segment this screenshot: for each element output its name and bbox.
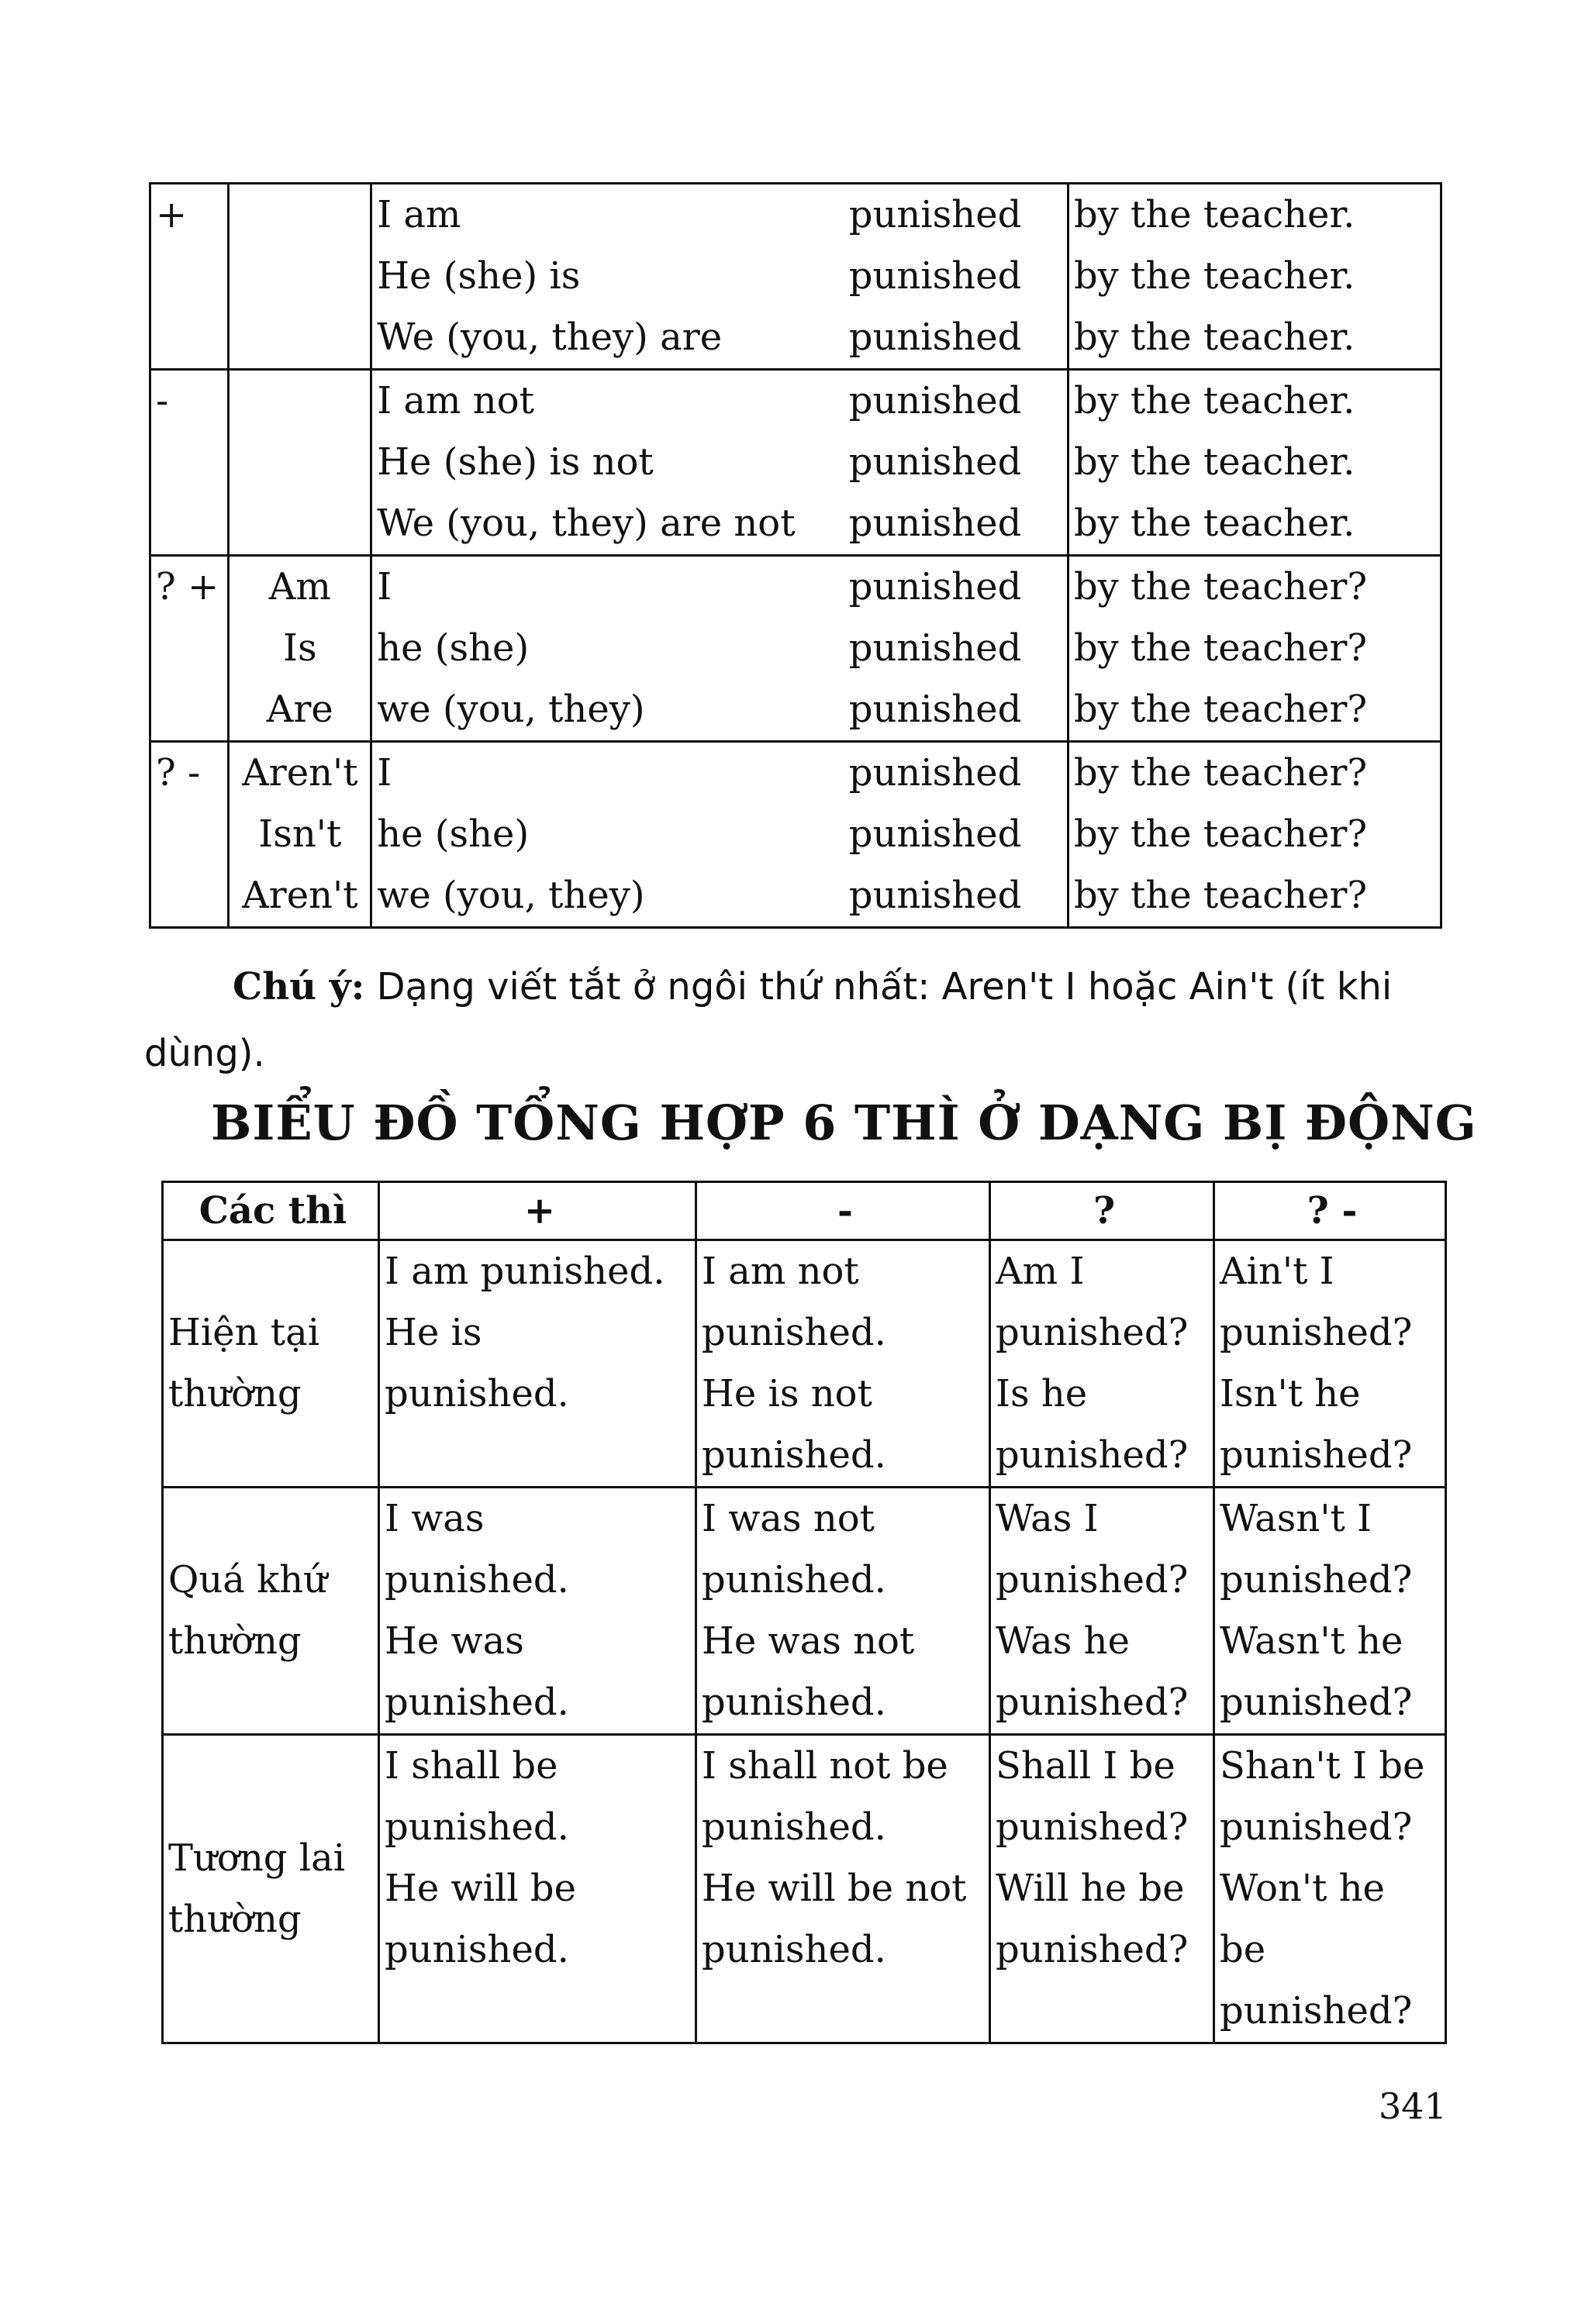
auxiliary-text bbox=[230, 307, 370, 368]
form-line: punished. bbox=[385, 1558, 569, 1602]
auxiliary-cell bbox=[229, 556, 371, 742]
subject-text: I am bbox=[377, 193, 461, 236]
tense-name-line: Quá khứ bbox=[168, 1558, 328, 1602]
header-tense: Các thì bbox=[163, 1182, 379, 1240]
form-line: Shall I be bbox=[996, 1744, 1175, 1788]
form-line: punished? bbox=[996, 1433, 1189, 1477]
form-line: punished. bbox=[385, 1928, 569, 1971]
form-line: I shall be bbox=[385, 1744, 558, 1788]
auxiliary-text: Aren't bbox=[242, 874, 358, 917]
form-line: punished? bbox=[996, 1928, 1189, 1971]
form-line: punished. bbox=[702, 1805, 886, 1849]
form-line: Wasn't he bbox=[1220, 1619, 1403, 1663]
header-question: ? bbox=[990, 1182, 1214, 1240]
auxiliary-text bbox=[230, 493, 370, 554]
form-cell bbox=[990, 1488, 1214, 1735]
agent-cell bbox=[1068, 742, 1441, 928]
form-line: I am punished. bbox=[385, 1250, 665, 1293]
verb-cell bbox=[844, 556, 1068, 742]
form-line: Is he bbox=[996, 1372, 1088, 1415]
form-cell bbox=[696, 1240, 990, 1488]
form-line: He is not bbox=[702, 1372, 872, 1415]
form-line: Am I bbox=[996, 1250, 1085, 1293]
agent-text: by the teacher. bbox=[1073, 254, 1355, 298]
group-row bbox=[150, 370, 1441, 556]
form-cell bbox=[379, 1488, 696, 1735]
form-line: punished? bbox=[996, 1681, 1189, 1724]
subject-text: He (she) is not bbox=[377, 440, 654, 484]
header-negative-question: ? - bbox=[1214, 1182, 1446, 1240]
tense-name-cell bbox=[163, 1488, 379, 1735]
verb-text: punished bbox=[848, 626, 1022, 670]
agent-text: by the teacher? bbox=[1073, 751, 1368, 795]
tense-name-line: thường bbox=[168, 1897, 302, 1941]
agent-text: by the teacher. bbox=[1073, 440, 1355, 484]
form-cell bbox=[379, 1240, 696, 1488]
form-line: punished? bbox=[1220, 1681, 1413, 1724]
form-line: Shan't I be bbox=[1220, 1744, 1425, 1788]
verb-cell bbox=[844, 184, 1068, 370]
form-line: Was he bbox=[996, 1619, 1130, 1663]
form-line: He will be bbox=[385, 1867, 577, 1910]
header-row bbox=[163, 1182, 1446, 1240]
page-number: 341 bbox=[1379, 2085, 1447, 2127]
form-cell bbox=[1214, 1735, 1446, 2043]
auxiliary-text: Is bbox=[283, 626, 317, 670]
form-line: punished? bbox=[1220, 1558, 1413, 1602]
form-cell bbox=[1214, 1488, 1446, 1735]
tense-name-line: Tương lai bbox=[168, 1836, 346, 1880]
agent-cell bbox=[1068, 556, 1441, 742]
auxiliary-text: Am bbox=[268, 565, 331, 609]
note-paragraph bbox=[144, 953, 1455, 1087]
auxiliary-cell bbox=[229, 184, 371, 370]
subject-cell bbox=[371, 556, 844, 742]
auxiliary-cell bbox=[229, 742, 371, 928]
form-line: I am not bbox=[702, 1250, 859, 1293]
subject-text: I am not bbox=[377, 379, 534, 422]
form-cell bbox=[696, 1735, 990, 2043]
form-line: punished. bbox=[385, 1372, 569, 1415]
tense-name-cell bbox=[163, 1240, 379, 1488]
subject-cell bbox=[371, 370, 844, 556]
form-line: Will he be bbox=[996, 1867, 1185, 1910]
form-line: I was bbox=[385, 1497, 485, 1540]
verb-text: punished bbox=[848, 812, 1022, 856]
agent-text: by the teacher. bbox=[1073, 379, 1355, 422]
agent-text: by the teacher? bbox=[1073, 812, 1368, 856]
verb-text: punished bbox=[848, 315, 1022, 359]
subject-text: We (you, they) are not bbox=[377, 502, 796, 545]
verb-text: punished bbox=[848, 440, 1022, 484]
auxiliary-text: Are bbox=[266, 688, 333, 731]
form-cell bbox=[1214, 1240, 1446, 1488]
section-heading: BIỂU ĐỒ TỔNG HỢP 6 THÌ Ở DẠNG BỊ ĐỘNG bbox=[211, 1095, 1477, 1151]
tense-name-line: Hiện tại bbox=[168, 1311, 320, 1354]
agent-cell bbox=[1068, 370, 1441, 556]
tense-row bbox=[163, 1735, 1446, 2043]
form-line: punished. bbox=[702, 1433, 886, 1477]
note-label: Chú ý: bbox=[233, 965, 365, 1009]
form-line: Wasn't I bbox=[1220, 1497, 1372, 1540]
note-text: Dạng viết tắt ở ngôi thứ nhất: Aren't I hoặc Ain't (ít khi dùng). bbox=[144, 965, 1393, 1075]
agent-text: by the teacher. bbox=[1073, 502, 1355, 545]
subject-text: We (you, they) are bbox=[377, 315, 723, 359]
agent-text: by the teacher. bbox=[1073, 193, 1355, 236]
header-negative: - bbox=[696, 1182, 990, 1240]
form-line: punished. bbox=[702, 1681, 886, 1724]
form-line: punished. bbox=[385, 1805, 569, 1849]
form-line: punished? bbox=[1220, 1433, 1413, 1477]
verb-text: punished bbox=[848, 193, 1022, 236]
form-line: He will be not bbox=[702, 1867, 967, 1910]
agent-text: by the teacher? bbox=[1073, 626, 1368, 670]
subject-text: I bbox=[377, 751, 392, 795]
sign-cell: ? - bbox=[150, 742, 229, 928]
group-row bbox=[150, 184, 1441, 370]
verb-text: punished bbox=[848, 688, 1022, 731]
auxiliary-text bbox=[230, 432, 370, 493]
verb-text: punished bbox=[848, 751, 1022, 795]
group-row bbox=[150, 742, 1441, 928]
form-line: Ain't I bbox=[1220, 1250, 1334, 1293]
form-line: punished? bbox=[996, 1805, 1189, 1849]
form-cell bbox=[379, 1735, 696, 2043]
sign-cell: ? + bbox=[150, 556, 229, 742]
subject-cell bbox=[371, 742, 844, 928]
present-passive-table bbox=[149, 182, 1442, 929]
verb-text: punished bbox=[848, 379, 1022, 422]
tense-summary-table bbox=[161, 1181, 1447, 2044]
form-line: punished? bbox=[996, 1311, 1189, 1354]
verb-text: punished bbox=[848, 565, 1022, 609]
tense-name-line: thường bbox=[168, 1619, 302, 1663]
form-line: punished? bbox=[1220, 1311, 1413, 1354]
sign-cell: + bbox=[150, 184, 229, 370]
auxiliary-text bbox=[230, 371, 370, 432]
agent-cell bbox=[1068, 184, 1441, 370]
tense-name-cell bbox=[163, 1735, 379, 2043]
agent-text: by the teacher? bbox=[1073, 688, 1368, 731]
auxiliary-text bbox=[230, 184, 370, 246]
form-line: I was not bbox=[702, 1497, 875, 1540]
tense-name-line: thường bbox=[168, 1372, 302, 1415]
form-line: punished? bbox=[1220, 1989, 1413, 2033]
verb-text: punished bbox=[848, 502, 1022, 545]
verb-text: punished bbox=[848, 254, 1022, 298]
form-cell bbox=[696, 1488, 990, 1735]
form-line: punished. bbox=[702, 1558, 886, 1602]
subject-text: I bbox=[377, 565, 392, 609]
header-affirmative: + bbox=[379, 1182, 696, 1240]
form-line: He was bbox=[385, 1619, 524, 1663]
form-line: Isn't he bbox=[1220, 1372, 1361, 1415]
form-line: punished. bbox=[702, 1311, 886, 1354]
subject-text: He (she) is bbox=[377, 254, 581, 298]
auxiliary-text: Isn't bbox=[258, 812, 342, 856]
form-line: He is bbox=[385, 1311, 482, 1354]
verb-text: punished bbox=[848, 874, 1022, 917]
form-line: punished? bbox=[1220, 1805, 1413, 1849]
subject-text: we (you, they) bbox=[377, 874, 645, 917]
sign-cell: - bbox=[150, 370, 229, 556]
auxiliary-cell bbox=[229, 370, 371, 556]
form-line: I shall not be bbox=[702, 1744, 948, 1788]
form-line: punished. bbox=[385, 1681, 569, 1724]
tense-row bbox=[163, 1240, 1446, 1488]
subject-text: we (you, they) bbox=[377, 688, 645, 731]
subject-text: he (she) bbox=[377, 812, 530, 856]
subject-cell bbox=[371, 184, 844, 370]
agent-text: by the teacher? bbox=[1073, 565, 1368, 609]
verb-cell bbox=[844, 742, 1068, 928]
agent-text: by the teacher. bbox=[1073, 315, 1355, 359]
subject-text: he (she) bbox=[377, 626, 530, 670]
form-line: He was not bbox=[702, 1619, 915, 1663]
form-line: Won't he bbox=[1220, 1867, 1385, 1910]
auxiliary-text bbox=[230, 246, 370, 307]
tense-row bbox=[163, 1488, 1446, 1735]
form-line: punished. bbox=[702, 1928, 886, 1971]
form-cell bbox=[990, 1735, 1214, 2043]
form-cell bbox=[990, 1240, 1214, 1488]
auxiliary-text: Aren't bbox=[242, 751, 358, 795]
form-line: be bbox=[1220, 1928, 1266, 1971]
verb-cell bbox=[844, 370, 1068, 556]
agent-text: by the teacher? bbox=[1073, 874, 1368, 917]
group-row bbox=[150, 556, 1441, 742]
form-line: punished? bbox=[996, 1558, 1189, 1602]
form-line: Was I bbox=[996, 1497, 1099, 1540]
